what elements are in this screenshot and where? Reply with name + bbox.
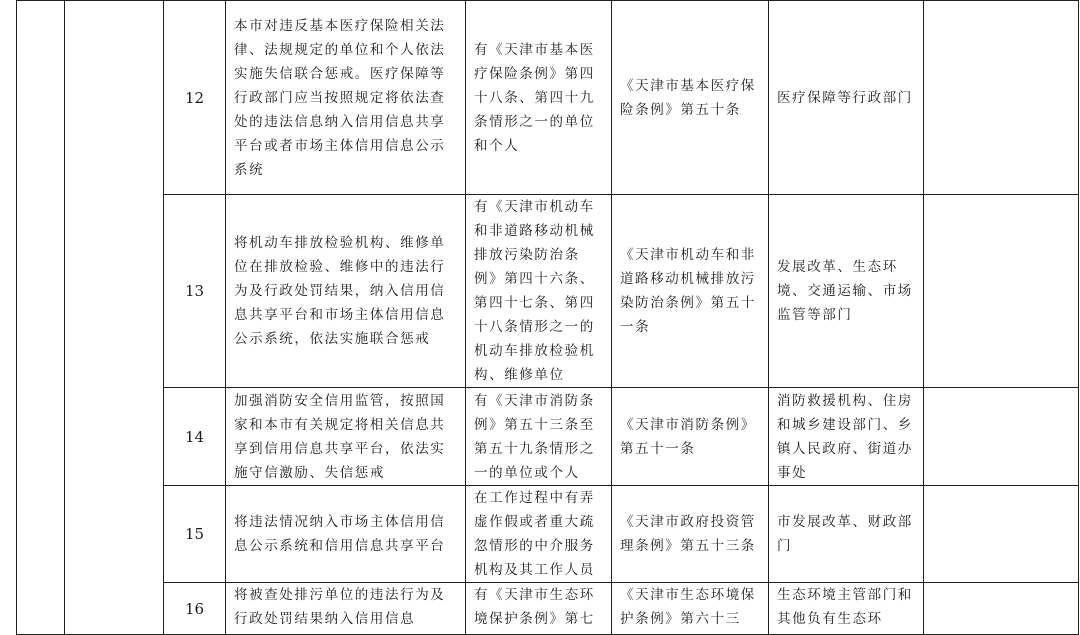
table-row bbox=[17, 195, 1079, 388]
remark-cell bbox=[924, 583, 1079, 635]
remark-cell bbox=[924, 486, 1079, 583]
dept-cell: 消防救援机构、住房和城乡建设部门、乡镇人民政府、街道办事处 bbox=[769, 388, 924, 486]
blank-cell bbox=[17, 1, 65, 635]
scope-cell: 在工作过程中有弄虚作假或者重大疏忽情形的中介服务机构及其工作人员 bbox=[466, 486, 612, 583]
scope-cell: 有《天津市基本医疗保险条例》第四十八条、第四十九条情形之一的单位和个人 bbox=[466, 1, 612, 195]
blank-cell bbox=[65, 1, 164, 635]
remark-cell bbox=[924, 388, 1079, 486]
regulation-table bbox=[16, 0, 1079, 635]
dept-cell: 市发展改革、财政部门 bbox=[769, 486, 924, 583]
table-row bbox=[17, 486, 1079, 583]
basis-cell: 《天津市机动车和非道路移动机械排放污染防治条例》第五十一条 bbox=[612, 195, 769, 388]
measure-cell: 本市对违反基本医疗保险相关法律、法规规定的单位和个人依法实施失信联合惩戒。医疗保障等行政部门应当按照规定将依法查处的违法信息纳入信用信息共享平台或者市场主体信用信息公示系统 bbox=[226, 1, 466, 195]
basis-cell: 《天津市基本医疗保险条例》第五十条 bbox=[612, 1, 769, 195]
measure-cell: 加强消防安全信用监管，按照国家和本市有关规定将相关信息共享到信用信息共享平台，依法实施守信激励、失信惩戒 bbox=[226, 388, 466, 486]
remark-cell bbox=[924, 195, 1079, 388]
row-number: 13 bbox=[164, 195, 226, 388]
scope-cell: 有《天津市生态环境保护条例》第七 bbox=[466, 583, 612, 635]
table-row bbox=[17, 1, 1079, 195]
table-row bbox=[17, 583, 1079, 635]
dept-cell: 生态环境主管部门和其他负有生态环 bbox=[769, 583, 924, 635]
row-number: 12 bbox=[164, 1, 226, 195]
dept-cell: 医疗保障等行政部门 bbox=[769, 1, 924, 195]
table-row bbox=[17, 388, 1079, 486]
remark-cell bbox=[924, 1, 1079, 195]
dept-cell: 发展改革、生态环境、交通运输、市场监管等部门 bbox=[769, 195, 924, 388]
measure-cell: 将违法情况纳入市场主体信用信息公示系统和信用信息共享平台 bbox=[226, 486, 466, 583]
basis-cell: 《天津市消防条例》第五十一条 bbox=[612, 388, 769, 486]
scope-cell: 有《天津市消防条例》第五十三条至第五十九条情形之一的单位或个人 bbox=[466, 388, 612, 486]
scope-cell: 有《天津市机动车和非道路移动机械排放污染防治条例》第四十六条、第四十七条、第四十八条情形之一的机动车排放检验机构、维修单位 bbox=[466, 195, 612, 388]
row-number: 15 bbox=[164, 486, 226, 583]
measure-cell: 将被查处排污单位的违法行为及行政处罚结果纳入信用信息 bbox=[226, 583, 466, 635]
measure-cell: 将机动车排放检验机构、维修单位在排放检验、维修中的违法行为及行政处罚结果，纳入信用信息共享平台和市场主体信用信息公示系统，依法实施联合惩戒 bbox=[226, 195, 466, 388]
basis-cell: 《天津市政府投资管理条例》第五十三条 bbox=[612, 486, 769, 583]
basis-cell: 《天津市生态环境保护条例》第六十三 bbox=[612, 583, 769, 635]
row-number: 16 bbox=[164, 583, 226, 635]
row-number: 14 bbox=[164, 388, 226, 486]
